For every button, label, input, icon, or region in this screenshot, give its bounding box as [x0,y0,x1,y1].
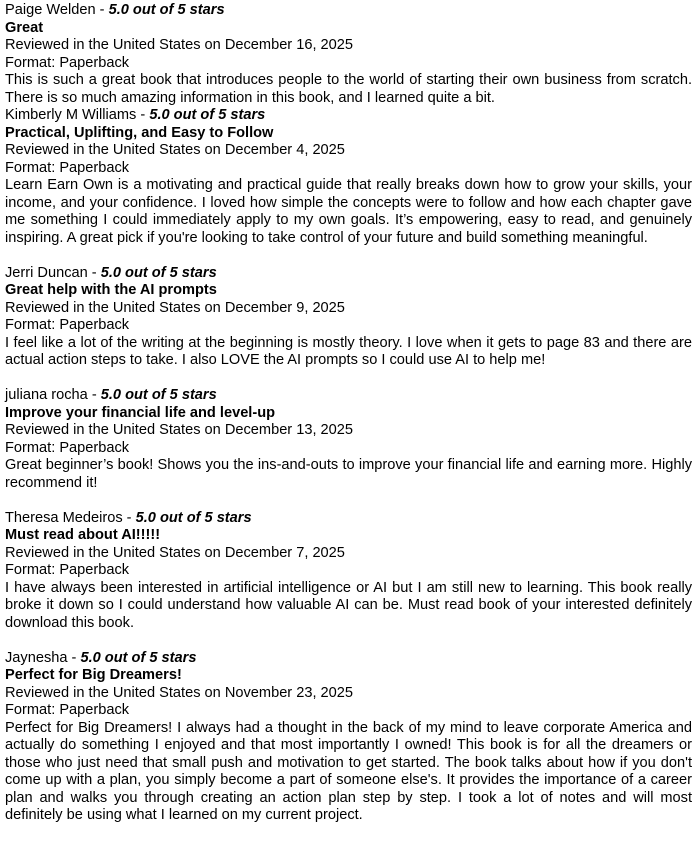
review-format: Format: Paperback [5,159,130,176]
review-format: Format: Paperback [5,439,130,456]
review-item [5,650,692,825]
review-body: I feel like a lot of the writing at the beginning is mostly theory. I love when it gets to page 83 and there are actual action steps to take. I also LOVE the AI prompts so I could use AI to help me! [5,334,692,368]
review-title: Perfect for Big Dreamers! [5,667,182,683]
review-author: Jaynesha [5,649,68,666]
review-header: Paige Welden - 5.0 out of 5 stars [5,2,225,18]
review-header: Jaynesha - 5.0 out of 5 stars [5,649,197,666]
review-date: Reviewed in the United States on December 13, 2025 [5,422,354,438]
review-title: Improve your financial life and level-up [5,404,276,421]
review-header: Theresa Medeiros - 5.0 out of 5 stars [5,509,252,526]
review-rating: 5.0 out of 5 stars [149,107,266,123]
review-format: Format: Paperback [5,54,130,71]
review-header: Kimberly M Williams - 5.0 out of 5 stars [5,107,266,123]
review-title: Must read about AI!!!!! [5,527,161,543]
review-item [5,2,692,107]
review-header: Jerri Duncan - 5.0 out of 5 stars [5,264,217,281]
review-author: Kimberly M Williams [5,107,137,123]
review-format: Format: Paperback [5,562,130,578]
review-format: Format: Paperback [5,702,130,718]
review-header: juliana rocha - 5.0 out of 5 stars [5,387,217,403]
review-rating: 5.0 out of 5 stars [135,509,252,526]
review-body: Perfect for Big Dreamers! I always had a thought in the back of my mind to leave corporate America and actually do something I enjoyed and that most importantly I owned! This book is for all the dreamers or those who just need that small push and motivation to get started. The book talks about how if you don't come up with a plan, you simply become a part of someone else's. It provides the importance of a career plan and walks you through creating an action plan step by step. I took a lot of notes and will most definitely be using what I learned on my current project. [5,719,692,823]
review-body: Learn Earn Own is a motivating and practical guide that really breaks down how to grow your skills, your income, and your confidence. I loved how simple the concepts were to follow and how each chapter gave me something I could immediately apply to my own goals. It’s empowering, easy to read, and genuinely inspiring. A great pick if you're looking to take control of your future and build something meaningful. [5,177,692,246]
review-author: Jerri Duncan [5,264,88,281]
review-title: Practical, Uplifting, and Easy to Follow [5,124,274,141]
review-date: Reviewed in the United States on December 7, 2025 [5,544,345,561]
review-date: Reviewed in the United States on December 4, 2025 [5,142,345,158]
review-format: Format: Paperback [5,317,130,333]
review-item [5,510,692,633]
review-body: I have always been interested in artificial intelligence or AI but I am still new to learning. This book really broke it down so I could understand how valuable AI can be. Must read book of your interested definitely download this book. [5,579,692,631]
review-rating: 5.0 out of 5 stars [100,264,217,281]
review-title: Great help with the AI prompts [5,282,217,298]
review-title: Great [5,19,44,36]
review-body: This is such a great book that introduces people to the world of starting their own business from scratch. There is so much amazing information in this book, and I learned quite a bit. [5,72,692,106]
review-item [5,387,692,492]
review-date: Reviewed in the United States on December 9, 2025 [5,299,345,316]
review-body: Great beginner’s book! Shows you the ins-and-outs to improve your financial life and earning more. Highly recommend it! [5,457,692,491]
review-rating: 5.0 out of 5 stars [100,387,217,403]
review-rating: 5.0 out of 5 stars [108,2,225,18]
review-item [5,265,692,370]
review-rating: 5.0 out of 5 stars [80,649,197,666]
review-author: Theresa Medeiros [5,509,123,526]
review-date: Reviewed in the United States on December 16, 2025 [5,37,354,53]
review-author: Paige Welden [5,2,96,18]
review-item [5,107,692,247]
review-date: Reviewed in the United States on November 23, 2025 [5,684,354,701]
review-author: juliana rocha [5,387,88,403]
